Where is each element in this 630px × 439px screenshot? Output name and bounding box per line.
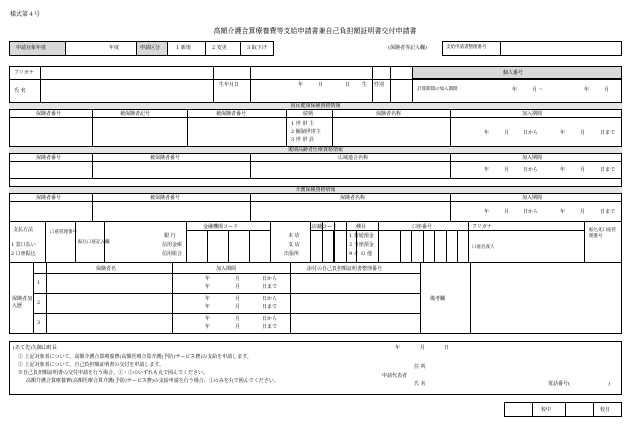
transfer-account-label: 振込口座記入欄 — [78, 240, 110, 245]
period-from-year: 年 — [512, 87, 518, 93]
relation-pseudo-head-option[interactable]: 2 擬制世帯主 — [291, 129, 321, 135]
check-day-label: 校日 — [600, 407, 611, 413]
elderly-from-day: 日から — [523, 167, 539, 173]
national-to-month: 月 — [580, 130, 586, 136]
period-from-month: 月 〜 — [532, 87, 544, 93]
national-to-day: 日まで — [600, 130, 616, 136]
name-label: 氏 名 — [14, 88, 26, 94]
furigana-label: フリガナ — [14, 70, 34, 76]
branch-type-main[interactable]: 本 店 — [288, 233, 300, 239]
elderly-to-year: 年 — [560, 167, 566, 173]
elderly-col-union-name: 広域連合名称 — [338, 155, 369, 161]
history-row-2-from-month: 月 — [235, 296, 241, 302]
phone-label: 電話番号( — [548, 381, 570, 387]
national-from-year: 年 — [484, 130, 490, 136]
period-label-person: 計算期間の加入期間 — [417, 87, 458, 92]
relation-member-option[interactable]: 3 世 帯 員 — [291, 137, 314, 143]
insurance-history-label: 保険者加入歴 — [12, 296, 33, 309]
personal-number-label: 個人番号 — [503, 70, 524, 76]
elderly-col-insured-no: 被保険者番号 — [150, 155, 181, 161]
history-row-1-number: 1 — [37, 280, 41, 286]
holder-furigana-label: フリガナ — [472, 224, 492, 230]
history-row-2-from-day: 日から — [262, 296, 278, 302]
national-col-insurer-no: 保険者番号 — [36, 111, 62, 117]
check-mid-label: 校中 — [541, 407, 552, 413]
national-insurance-header: 国民健康保険資格情報 — [9, 102, 622, 110]
care-to-month: 月 — [580, 209, 586, 215]
history-row-3-to-year: 年 — [205, 324, 211, 330]
payment-counter-option[interactable]: 1 窓口払い — [11, 242, 36, 248]
type-withdraw-option[interactable]: 3 取下げ — [247, 45, 267, 51]
care-insurance-header: 介護保険資格情報 — [9, 186, 622, 194]
phone-close: ) — [608, 381, 610, 387]
declaration-line-3: ※自己負担額証明書の交付申請を行う場合、①・②のいずれも丸で囲んでください。 — [18, 370, 209, 376]
history-row-3-from-day: 日から — [262, 316, 278, 322]
care-from-day: 日から — [523, 209, 539, 215]
period-to-year: 年 — [584, 87, 590, 93]
birth-suffix: 生 — [362, 82, 368, 88]
history-row-2-to-year: 年 — [205, 304, 211, 310]
declaration-box — [9, 341, 622, 395]
history-row-3-to-day: 日まで — [262, 324, 278, 330]
history-col-insurer: 保険者名 — [96, 266, 117, 272]
account-kind-ordinary[interactable]: 1 普通預金 — [349, 233, 374, 239]
care-col-insured-no: 被保険者番号 — [150, 195, 181, 201]
history-row-2-to-day: 日まで — [262, 304, 278, 310]
sex-label: 性別 — [374, 82, 385, 88]
elderly-col-period: 加入期間 — [522, 155, 543, 161]
declaration-line-2: ② 上記対象者について、自己負担額証明書の交付を申請します。 — [18, 362, 164, 368]
history-row-3-to-month: 月 — [235, 324, 241, 330]
declaration-line-1: ① 上記対象者について、高額介護合算療養費(高額医療合算介護(予防)サービス費)の支給を申請します。 — [18, 354, 252, 360]
name-input[interactable] — [40, 80, 213, 102]
history-row-3-from-year: 年 — [205, 316, 211, 322]
period-label: 申請対象年度 — [16, 45, 47, 51]
history-row-1-from-day: 日から — [262, 276, 278, 282]
care-to-year: 年 — [560, 209, 566, 215]
elderly-from-month: 月 — [504, 167, 510, 173]
branch-type-office[interactable]: 出張所 — [284, 251, 300, 257]
branch-code-label: 店舗コード — [312, 224, 338, 230]
national-col-relation: 続柄 — [303, 111, 314, 117]
account-holder-label: 口座名義人 — [472, 245, 495, 250]
applicant-name-label: 氏 名 — [414, 381, 426, 387]
history-row-1-from-year: 年 — [205, 276, 211, 282]
history-row-3-number: 3 — [37, 320, 41, 326]
relation-head-option[interactable]: 1 世 帯 主 — [291, 121, 314, 127]
form-title: 高額介護合算療養費等支給申請書兼自己負担額証明書交付申請書 — [213, 27, 417, 35]
care-from-month: 月 — [504, 209, 510, 215]
type-new-option[interactable]: 1 新規 — [176, 45, 191, 51]
year-unit: 年度 — [109, 45, 120, 51]
national-col-period: 加入期間 — [522, 111, 543, 117]
care-col-insurer-name: 保険者名称 — [340, 195, 366, 201]
birth-year-unit: 年 — [298, 82, 304, 88]
date-day: 日 — [444, 345, 450, 351]
remarks-label: 備考欄 — [430, 296, 446, 302]
national-to-year: 年 — [560, 130, 566, 136]
date-month: 月 — [420, 345, 426, 351]
national-from-day: 日から — [523, 130, 539, 136]
history-col-period: 加入期間 — [216, 266, 237, 272]
agency-number-label: 支給申請書整理番号 — [446, 45, 487, 50]
account-kind-current[interactable]: 2 当座預金 — [349, 242, 374, 248]
elderly-to-day: 日まで — [600, 167, 616, 173]
care-col-insurer-no: 保険者番号 — [36, 195, 62, 201]
declaration-line-4: 高額介護合算療養費(高額医療合算介護(予防)サービス費)の支給申請を行う場合、①のみを丸で囲んでください。 — [26, 378, 279, 384]
form-number: 様式第４号 — [10, 11, 41, 18]
bank-type-credit-union[interactable]: 信用金庫 — [162, 242, 183, 248]
account-kind-label: 種目 — [356, 224, 367, 230]
national-col-symbol: 被保険者記号 — [120, 111, 151, 117]
addressee: (あて先)久御山町長 — [13, 345, 57, 351]
elderly-col-insurer-no: 保険者番号 — [36, 155, 62, 161]
account-management-number-label: 口座管理番号 — [50, 230, 77, 235]
history-row-2-from-year: 年 — [205, 296, 211, 302]
care-to-day: 日まで — [600, 209, 616, 215]
period-to-month: 月 — [604, 87, 610, 93]
furigana-input[interactable] — [40, 70, 213, 79]
birthdate-label: 生年月日 — [219, 82, 240, 88]
account-kind-other[interactable]: 9 そ の 他 — [349, 251, 372, 257]
account-number-label: 口座番号 — [412, 224, 433, 230]
care-from-year: 年 — [484, 209, 490, 215]
history-row-1-to-month: 月 — [235, 284, 241, 290]
bank-code-label: 金融機関コード — [203, 224, 239, 230]
elderly-from-year: 年 — [484, 167, 490, 173]
applicant-label: 申請代表者 — [382, 373, 408, 379]
history-row-1-to-day: 日まで — [262, 284, 278, 290]
national-from-month: 月 — [504, 130, 510, 136]
history-row-3-from-month: 月 — [235, 316, 241, 322]
branch-type-branch[interactable]: 支 店 — [288, 242, 300, 248]
birth-month-unit: 月 — [318, 82, 324, 88]
history-col-certificate-no: 添付の自己負担額証明書整理番号 — [307, 266, 383, 272]
history-row-1-from-month: 月 — [235, 276, 241, 282]
payment-transfer-option[interactable]: 2 口座振込 — [11, 251, 36, 257]
destination-management-number-label: 振込先口座管理番号 — [589, 228, 616, 239]
elderly-insurance-header: 後期高齢者医療資格情報 — [9, 146, 622, 154]
history-row-1-to-year: 年 — [205, 284, 211, 290]
date-year: 年 — [395, 345, 401, 351]
address-label: 住 所 — [414, 364, 426, 370]
national-col-insurer-name: 保険者名称 — [376, 111, 402, 117]
bank-type-credit-coop[interactable]: 信用組合 — [162, 251, 183, 257]
payment-method-label: 支払方法 — [13, 227, 34, 233]
history-row-2-to-month: 月 — [235, 304, 241, 310]
elderly-to-month: 月 — [580, 167, 586, 173]
type-change-option[interactable]: 2 変更 — [212, 45, 227, 51]
type-label: 申請区分 — [140, 45, 161, 51]
insurer-fill-label: (保険者等記入欄) — [388, 45, 427, 51]
national-col-insured-no: 被保険者番号 — [216, 111, 247, 117]
bank-type-bank[interactable]: 銀 行 — [164, 233, 176, 239]
care-col-period: 加入期間 — [522, 195, 543, 201]
birth-day-unit: 日 — [345, 82, 351, 88]
history-row-2-number: 2 — [37, 300, 41, 306]
